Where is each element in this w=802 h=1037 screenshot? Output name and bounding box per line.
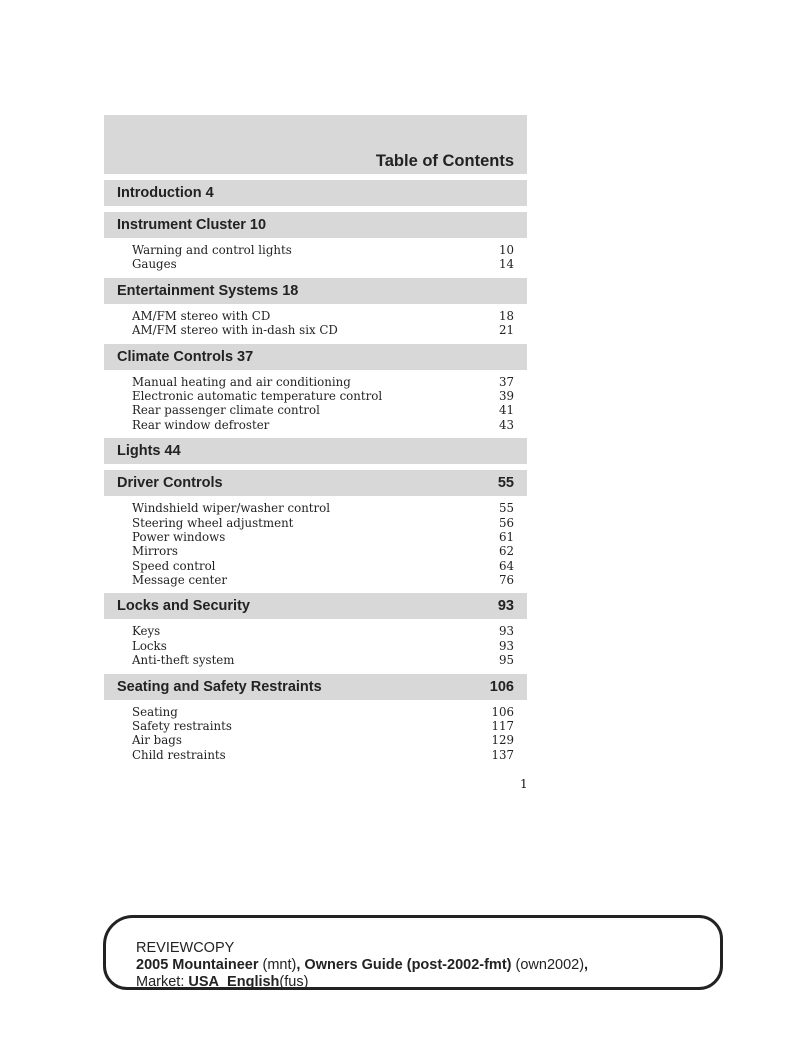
entry-label: Warning and control lights — [132, 243, 292, 257]
footer-line-2 — [136, 957, 720, 974]
toc-entry-list — [104, 238, 527, 272]
entry-label: Anti-theft system — [132, 653, 235, 668]
section-page: 106 — [489, 678, 514, 695]
page-title: Table of Contents — [375, 152, 514, 170]
entry-label: Gauges — [132, 257, 177, 272]
entry-page: 43 — [498, 417, 514, 432]
toc-entry[interactable] — [132, 257, 514, 271]
toc-entry[interactable] — [132, 309, 514, 323]
section-title: Introduction 4 — [117, 185, 214, 201]
toc-section-heading[interactable] — [104, 674, 527, 700]
toc-entry[interactable] — [132, 501, 514, 515]
entry-page: 76 — [498, 573, 514, 588]
entry-page: 18 — [498, 308, 514, 323]
toc-section-heading[interactable] — [104, 344, 527, 370]
entry-label: AM/FM stereo with in-dash six CD — [132, 323, 338, 338]
entry-label: Manual heating and air conditioning — [132, 374, 351, 389]
footer-guide-code: (own2002) — [511, 957, 585, 973]
toc-section-heading[interactable] — [104, 470, 527, 496]
toc-entry[interactable] — [132, 389, 514, 403]
entry-page: 10 — [498, 243, 514, 257]
toc-entry[interactable] — [132, 653, 514, 667]
toc-entry-list — [104, 370, 527, 433]
section-title: Climate Controls 37 — [117, 348, 254, 365]
toc-entry[interactable] — [132, 733, 514, 747]
footer-guide: , Owners Guide (post-2002-fmt) — [296, 957, 512, 973]
entry-page: 39 — [498, 388, 514, 403]
section-title: Entertainment Systems 18 — [117, 282, 299, 299]
entry-label: Rear window defroster — [132, 417, 270, 432]
toc-entry[interactable] — [132, 403, 514, 417]
section-title: Driver Controls — [117, 475, 223, 492]
entry-page: 55 — [498, 501, 514, 516]
entry-page: 93 — [498, 624, 514, 639]
toc-entry-list — [104, 619, 527, 667]
toc-entry[interactable] — [132, 705, 514, 719]
toc-entry[interactable] — [132, 375, 514, 389]
entry-page: 106 — [491, 704, 514, 719]
entry-page: 93 — [498, 638, 514, 653]
toc-entry[interactable] — [132, 559, 514, 573]
toc-entry[interactable] — [132, 624, 514, 638]
table-of-contents — [104, 115, 527, 762]
entry-page: 95 — [498, 653, 514, 668]
review-footer — [103, 915, 723, 990]
entry-label: Windshield wiper/washer control — [132, 501, 331, 516]
toc-entry[interactable] — [132, 530, 514, 544]
toc-entry[interactable] — [132, 719, 514, 733]
entry-page: 64 — [498, 558, 514, 573]
entry-page: 61 — [498, 529, 514, 544]
toc-section-heading[interactable] — [104, 212, 527, 238]
entry-page: 21 — [498, 323, 514, 338]
toc-entry[interactable] — [132, 544, 514, 558]
toc-section-heading[interactable] — [104, 438, 527, 464]
entry-label: Keys — [132, 624, 161, 639]
section-page: 93 — [497, 598, 514, 615]
footer-line-3 — [136, 974, 720, 991]
toc-section-heading[interactable] — [104, 278, 527, 304]
section-title: Instrument Cluster 10 — [117, 217, 267, 233]
entry-label: Message center — [132, 573, 228, 588]
toc-entry[interactable] — [132, 639, 514, 653]
toc-entry-list — [104, 304, 527, 338]
toc-entry[interactable] — [132, 748, 514, 762]
section-title: Seating and Safety Restraints — [117, 678, 322, 695]
entry-page: 137 — [491, 747, 514, 762]
entry-page: 62 — [498, 544, 514, 559]
footer-market: USA_English — [188, 974, 280, 990]
toc-entry[interactable] — [132, 516, 514, 530]
toc-entry[interactable] — [132, 418, 514, 432]
footer-comma: , — [584, 957, 589, 973]
toc-entry-list — [104, 700, 527, 763]
entry-label: Seating — [132, 704, 178, 719]
entry-label: Mirrors — [132, 544, 178, 559]
toc-entry[interactable] — [132, 573, 514, 587]
entry-label: Rear passenger climate control — [132, 403, 320, 418]
toc-section-heading[interactable] — [104, 593, 527, 619]
entry-page: 129 — [491, 733, 514, 748]
entry-label: Locks — [132, 638, 167, 653]
entry-label: AM/FM stereo with CD — [132, 308, 271, 323]
toc-section-heading[interactable] — [104, 180, 527, 206]
entry-page: 41 — [498, 403, 514, 418]
toc-header — [104, 115, 527, 174]
entry-page: 37 — [498, 374, 514, 389]
section-title: Locks and Security — [117, 598, 250, 615]
section-page: 55 — [497, 475, 514, 492]
entry-label: Safety restraints — [132, 719, 232, 734]
footer-model: 2005 Mountaineer — [136, 957, 259, 973]
entry-page: 56 — [498, 515, 514, 530]
entry-label: Power windows — [132, 529, 226, 544]
toc-sections — [104, 180, 527, 762]
entry-label: Child restraints — [132, 747, 226, 762]
page-number: 1 — [520, 777, 528, 791]
footer-market-label: Market: — [136, 974, 189, 990]
toc-entry[interactable] — [132, 243, 514, 257]
entry-label: Steering wheel adjustment — [132, 515, 294, 530]
entry-label: Air bags — [132, 733, 182, 748]
entry-page: 14 — [498, 257, 514, 272]
entry-label: Electronic automatic temperature control — [132, 388, 383, 403]
toc-entry-list — [104, 496, 527, 587]
section-title: Lights 44 — [117, 443, 181, 460]
entry-label: Speed control — [132, 558, 216, 573]
entry-page: 117 — [491, 719, 514, 734]
footer-line-1: REVIEWCOPY — [136, 940, 235, 956]
footer-market-code: (fus) — [279, 974, 309, 990]
footer-model-code: (mnt) — [258, 957, 297, 973]
toc-entry[interactable] — [132, 323, 514, 337]
